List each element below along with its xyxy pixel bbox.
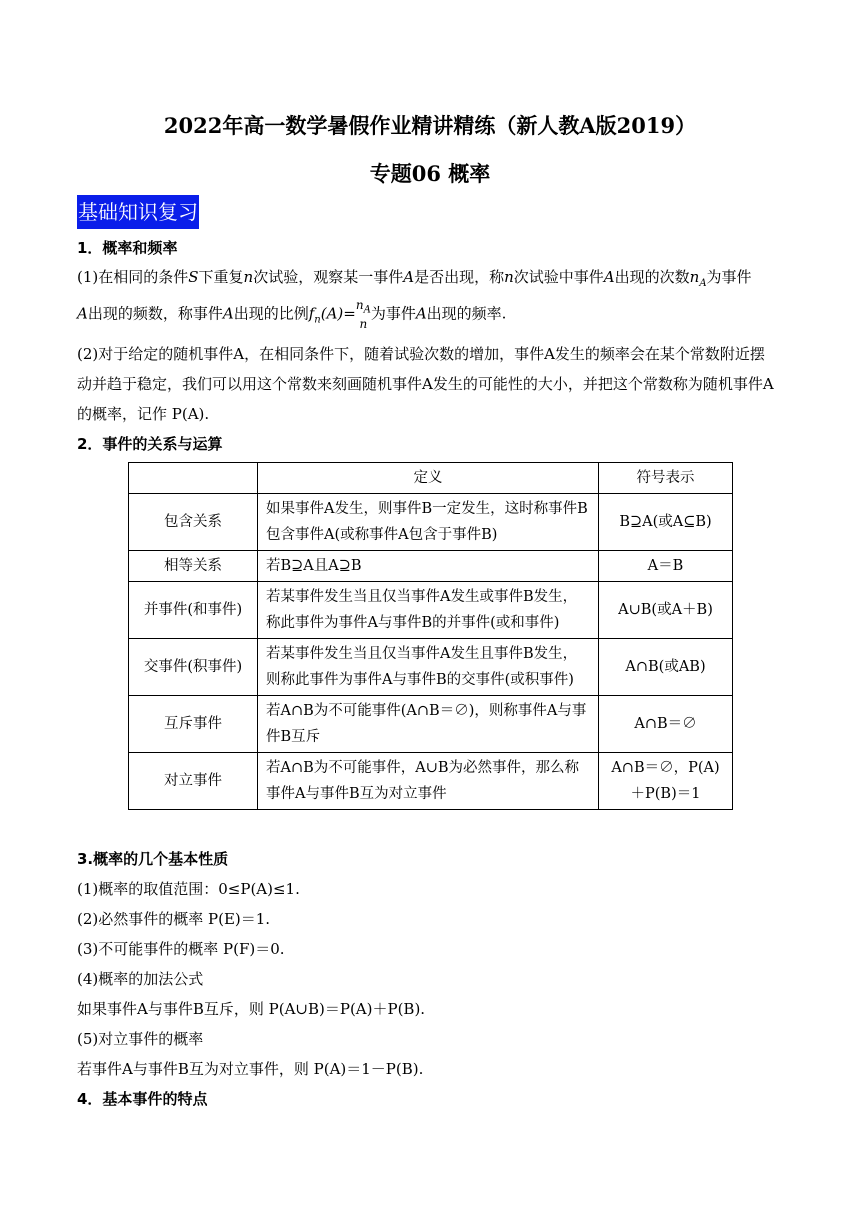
table-header-cell: 定义 xyxy=(258,463,599,494)
section-2-heading: 2．事件的关系与运算 xyxy=(77,435,223,453)
property-line-4: (4)概率的加法公式 xyxy=(77,970,204,988)
table-header-cell xyxy=(129,463,258,494)
table-cell-definition: 如果事件A发生，则事件B一定发生，这时称事件B包含事件A(或称事件A包含于事件B) xyxy=(258,494,599,551)
table-cell-definition: 若某事件发生当且仅当事件A发生且事件B发生，则称此事件为事件A与事件B的交事件(或积事件) xyxy=(258,639,599,696)
section-1-paragraph-1-line-2: A出现的频数，称事件A出现的比例$f_n(A)=$ $n_A$ n 为事件A出现的频率. xyxy=(77,298,507,332)
table-cell-definition: 若A∩B为不可能事件(A∩B＝∅)，则称事件A与事件B互斥 xyxy=(258,696,599,753)
table-cell-name: 并事件(和事件) xyxy=(129,582,258,639)
table-cell-symbol: B⊇A(或A⊆B) xyxy=(599,494,733,551)
event-relations-table xyxy=(128,462,733,810)
section-banner: 基础知识复习 xyxy=(77,195,199,229)
table-cell-definition: 若A∩B为不可能事件，A∪B为必然事件，那么称事件A与事件B互为对立事件 xyxy=(258,753,599,810)
table-header-row xyxy=(129,463,733,494)
table-cell-symbol: A＝B xyxy=(599,551,733,582)
table-cell-name: 对立事件 xyxy=(129,753,258,810)
table-row xyxy=(129,551,733,582)
section-1-paragraph-1-line-1: (1)在相同的条件S下重复n次试验，观察某一事件A是否出现，称n次试验中事件A出现的次数$n_A$为事件 xyxy=(77,268,752,289)
section-1-heading: 1．概率和频率 xyxy=(77,239,178,257)
section-4-heading: 4．基本事件的特点 xyxy=(77,1090,208,1108)
document-title: 2022年高一数学暑假作业精讲精练（新人教A版2019） xyxy=(163,113,697,138)
table-header-cell: 符号表示 xyxy=(599,463,733,494)
property-line-5: 如果事件A与事件B互斥，则 P(A∪B)＝P(A)＋P(B). xyxy=(77,1000,426,1018)
section-3-heading: 3.概率的几个基本性质 xyxy=(77,850,229,868)
property-line-7: 若事件A与事件B互为对立事件，则 P(A)＝1－P(B). xyxy=(77,1060,424,1078)
section-1-paragraph-2-line-2: 动并趋于稳定，我们可以用这个常数来刻画随机事件A发生的可能性的大小，并把这个常数称为随机事件A xyxy=(77,375,774,393)
table-cell-symbol: A∩B＝∅ xyxy=(599,696,733,753)
property-line-1: (1)概率的取值范围：0≤P(A)≤1. xyxy=(77,880,300,898)
property-line-3: (3)不可能事件的概率 P(F)＝0. xyxy=(77,940,285,958)
frequency-fraction: $n_A$ n xyxy=(355,298,371,332)
table-row xyxy=(129,494,733,551)
section-1-paragraph-2-line-1: (2)对于给定的随机事件A，在相同条件下，随着试验次数的增加，事件A发生的频率会在某个常数附近摆 xyxy=(77,345,765,363)
table-cell-symbol: A∪B(或A＋B) xyxy=(599,582,733,639)
table-cell-name: 包含关系 xyxy=(129,494,258,551)
table-cell-definition: 若某事件发生当且仅当事件A发生或事件B发生，称此事件为事件A与事件B的并事件(或和事件) xyxy=(258,582,599,639)
property-line-6: (5)对立事件的概率 xyxy=(77,1030,204,1048)
table-row xyxy=(129,696,733,753)
table-cell-name: 相等关系 xyxy=(129,551,258,582)
table-cell-symbol: A∩B(或AB) xyxy=(599,639,733,696)
table-cell-name: 互斥事件 xyxy=(129,696,258,753)
property-line-2: (2)必然事件的概率 P(E)＝1. xyxy=(77,910,271,928)
table-row xyxy=(129,639,733,696)
table-row xyxy=(129,582,733,639)
table-row xyxy=(129,753,733,810)
document-subtitle: 专题06 概率 xyxy=(369,161,491,186)
section-1-paragraph-2-line-3: 的概率，记作 P(A). xyxy=(77,405,210,423)
table-cell-definition: 若B⊇A且A⊇B xyxy=(258,551,599,582)
table-cell-name: 交事件(积事件) xyxy=(129,639,258,696)
table-cell-symbol: A∩B＝∅，P(A)＋P(B)＝1 xyxy=(599,753,733,810)
